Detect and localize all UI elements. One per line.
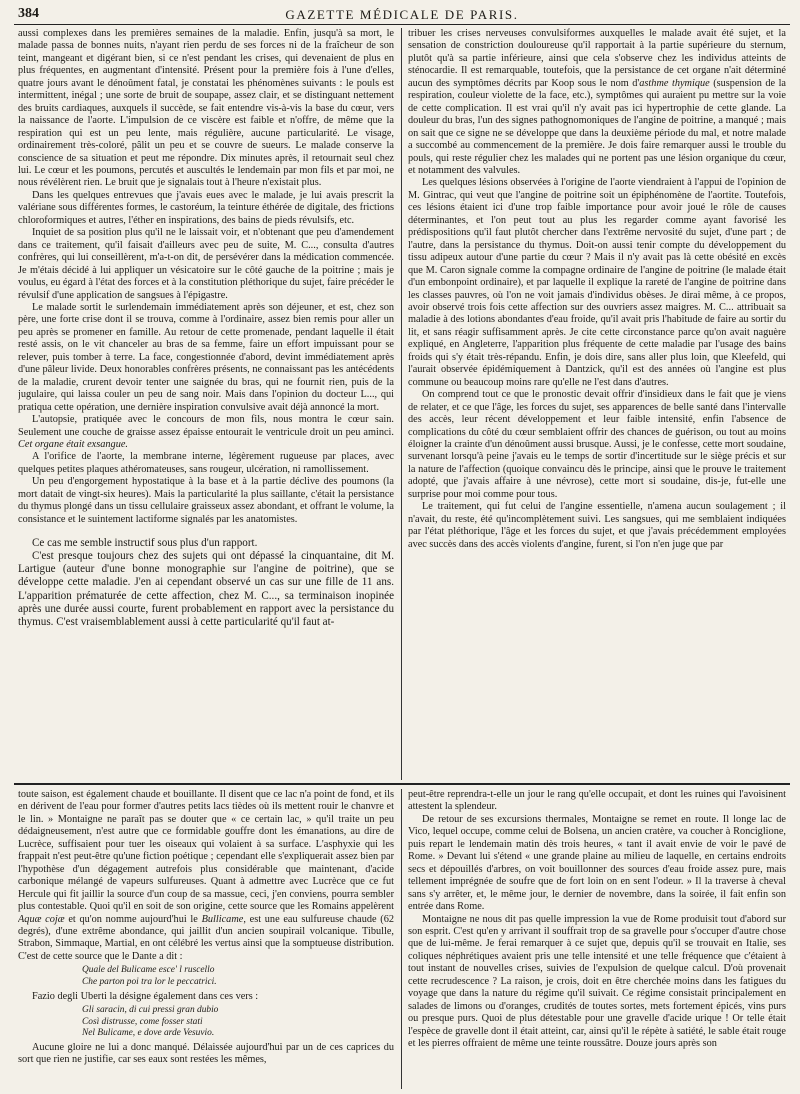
- page-number: 384: [18, 6, 39, 21]
- paragraph-text: , est une eau sulfureuse chaude (62 degrés), d'une extrême abondance, qui jaillit d'un ancien soupirail volcanique. Tibulle, Strabon, Simmaque, Martial, en ont célébré les vertus ainsi que la somptueuse distribution. C'est de cette source que le Dante a dit :: [18, 913, 394, 962]
- paragraph-text: (suspension de la respiration, couleur violette de la face, etc.), symptômes qui auraient pu mettre sur la voie de cette complication. Il est vrai qu'il n'y avait pas ici hypertrophie de cette glande. La douleur du bras, l'un des signes pathognomoniques de l'angine de poitrine, a manqué ; mais on sait que ce signe ne se développe que dans la deuxième période du mal, et notre malade a succombé au commencement de la première. Je dois faire remarquer aussi le trouble du pouls, qui reste régulier chez les malades qui ne portent pas une lésion organique du cœur, et notamment des valvules.: [408, 77, 786, 176]
- verse-line: Nel Bulicame, e dove arde Vesuvio.: [82, 1028, 215, 1039]
- paragraph: [18, 414, 394, 451]
- verse-line: Gli saracin, di cui pressi gran dubio: [82, 1004, 219, 1015]
- paragraph: Ce cas me semble instructif sous plus d'un rapport.: [32, 537, 258, 550]
- paragraph: [408, 28, 786, 177]
- paragraph: Fazio degli Uberti la désigne également dans ces vers :: [32, 990, 259, 1002]
- paragraph: A l'orifice de l'aorte, la membrane interne, légèrement rugueuse par places, avec quelques petites plaques athéromateuses, sans rougeur, ulcération, ni ramollissement.: [18, 451, 394, 475]
- journal-title: GAZETTE MÉDICALE DE PARIS.: [285, 7, 519, 22]
- uberti-quote: [82, 1005, 394, 1040]
- upper-left-column: [18, 28, 394, 780]
- verse-line: Che parton poi tra lor le peccatrici.: [82, 976, 217, 987]
- section-divider: [14, 783, 790, 785]
- verse-line: Quale del Bulicame esce' l ruscello: [82, 965, 215, 976]
- lower-left-column: [18, 789, 394, 1089]
- paragraph: De retour de ses excursions thermales, Montaigne se remet en route. Il longe lac de Vico, lequel occupe, comme celui de Bolsena, un ancien cratère, va coucher à Ronciglione, puis repart le lendemain matin dès trois heures, « tant il avait envie de voir le pavé de Rome. » Devant lui s'étend « une grande plaine au milieu de laquelle, en certains endroits secs et dépouillés d'arbres, on voit bouillonner des sources d'eau froide assez pure, mais tellement imprégnée de soufre que de fort loin on en sent l'odeur. » Il la traverse à cheval sans s'y arrêter, et, le même jour, le dernier de novembre, dans la soirée, il fait enfin son entrée dans Rome.: [408, 813, 786, 913]
- paragraph: Les quelques lésions observées à l'origine de l'aorte viendraient à l'appui de l'opinion de M. Gintrac, qui veut que l'angine de poitrine soit un épiphénomène de l'aortite. Toutefois, ces lésions étaient ici d'une trop faible importance pour avoir joué le rôle de causes déterminantes, et l'on peut tout au plus les regarder comme ayant favorisé les prédispositions qu'il faut plutôt chercher dans l'extrême nervosité du sujet, d'une part ; de l'autre, dans la persistance du thymus. Doit-on aussi tenir compte du développement du tissu adipeux autour d'une partie du cœur ? Mais il n'y avait pas là cette obésité en excès que M. Caron signale comme la compagne ordinaire de l'angine de poitrine (le malade était d'un embonpoint ordinaire), et par laquelle il explique la rareté de l'angine de poitrine dans les classes pauvres, où l'on ne voit jamais d'individus obèses. Je dirai même, à ce propos, avoir observé trois fois cette affection sur des ouvriers assez maigres. M. C... attribuait sa maladie à des lotions abondantes d'eau froide, qu'il avait pris l'habitude de faire au sortir du lit, et sans réagir suffisamment après. Je cite cette circonstance parce qu'on avait naguère expliqué, en Angleterre, l'apparition plus fréquente de cette maladie par l'usage des bains froids qui s'y était très-répandu. Enfin, je dois dire, sans aller plus loin, que Kleefeld, qui l'aurait observée épidémiquement à Dantzick, qu'il est des années où l'angine est plus commune ou beaucoup moins rare qu'elle ne l'est dans d'autres.: [408, 177, 786, 388]
- column-divider: [401, 789, 402, 1089]
- page-header: [14, 6, 790, 25]
- paragraph: Dans les quelques entrevues que j'avais eues avec le malade, je lui avais prescrit la valériane sous différentes formes, le castoréum, la teinture éthérée de digitale, des frictions chloroformiques et autres, l'éther en inspirations, des bains de pieds révulsifs, etc.: [18, 189, 394, 226]
- paragraph-text: toute saison, est également chaude et bouillante. Il disent que ce lac n'a point de fond, et ils en dérivent de l'eau pour former d'autres petits lacs tièdes où ils mettent rouir le chanvre et le lin. » Montaigne ne paraît pas se douter que « ce certain lac, » qu'il traite un peu dédaigneusement, n'est autre que ce formidable gouffre dont les émanations, au dire de Lucrèce, suffisaient pour tuer les oiseaux qui volaient à sa surface. L'asphyxie qui les frappait n'est peut-être qu'une fiction poétique ; cependant elle s'expliquerait assez bien par l'hypothèse d'un dégagement autrefois plus considérable que maintenant, d'acide carbonique mélangé de vapeurs sulfureuses. Quant à admettre avec Lucrèce que ce fut Hercule qui fit jaillir la source d'un coup de sa massue, ceci, j'en conviens, pourra sembler plus contestable. Quoi qu'il en soit de son origine, cette source que les Romains appelèrent: [18, 789, 394, 913]
- verse-line: Così distrusse, come fosser stati: [82, 1016, 203, 1027]
- paragraph: Le traitement, qui fut celui de l'angine essentielle, n'amena aucun soulagement ; il n'avait, du reste, été qu'incomplètement suivi. Les sangsues, qui me semblaient indiquées par l'état pléthorique, l'âge et les forces du sujet, et que j'avais précédemment employées avec succès dans des accès violents d'angine, furent, si l'on n'en juge que par: [408, 501, 786, 550]
- italic-text: asthme thymique: [639, 77, 710, 89]
- paragraph: On comprend tout ce que le pronostic devait offrir d'insidieux dans le fait que je viens de relater, et ce que l'âge, les forces du sujet, ses apparences de belle santé dans l'intervalle des accès, leur récent développement et leur faible intensité, enfin l'absence de complications du côté du cœur semblaient offrir des chances de guérison, ou tout au moins éloigner la crainte d'un dénoûment aussi brusque. Aussi, je le confesse, cette mort soudaine, survenant lorsqu'à peine j'avais eu le temps de sortir d'incertitude sur le siège précis et sur la nature de l'affection (quoique convaincu dès le principe, ainsi que le prouve le traitement adopté, que j'avais affaire à une névrose), cette mort si soudaine, dis-je, fut-elle une surprise pour moi comme pour tous.: [408, 389, 786, 500]
- paragraph: Aucune gloire ne lui a donc manqué. Délaissée aujourd'hui par un de ces caprices du sort que rien ne justifie, car ses eaux sont restées les mêmes,: [18, 1041, 394, 1066]
- dante-quote: [82, 965, 394, 988]
- paragraph: [18, 789, 394, 963]
- paragraph: Le malade sortit le surlendemain immédiatement après son déjeuner, et est, chez son père, une forte crise dont il se trouva, comme à l'ordinaire, assez bien remis pour aller un peu après se promener en famille. Au retour de cette promenade, pendant laquelle il était resté assis, on le vit chanceler au bras de sa femme, faire un effort impuissant pour se relever, puis tomber à terre. La face, congestionnée d'abord, devint immédiatement après d'une pâleur livide. Deux honorables confrères présents, ne connaissant pas les antécédents de la maladie, crurent devoir tenter une saignée du bras, qui ne fournit rien, puis de la jugulaire, qui laissa couler un peu de sang noir. Mais dans l'opinion du docteur L..., qui pratiqua cette opération, une dernière inspiration convulsive avait déjà annoncé la mort.: [18, 301, 394, 413]
- paragraph-text: et qu'on nomme aujourd'hui le: [68, 913, 198, 925]
- paragraph: Inquiet de sa position plus qu'il ne le laissait voir, et n'obtenant que peu d'amendement dans ce traitement, qu'il faisait d'ailleurs avec peu de suite, M. C..., consulta d'autres confrères, qui lui conseillèrent, m'a-t-on dit, de persévérer dans la médication commencée. Je m'étais décidé à lui appliquer un vésicatoire sur le côté gauche de la poitrine ; mais je voulus, eu égard à l'état des forces et à la constitution pléthorique du sujet, faire précéder le révulsif d'une application de sangsues à l'épigastre.: [18, 227, 394, 301]
- upper-right-column: [408, 28, 786, 780]
- paragraph: C'est presque toujours chez des sujets qui ont dépassé la cinquantaine, dit M. Lartigue (auteur d'une bonne monographie sur l'angine de poitrine), que se développe cette maladie. J'en ai cependant observé un cas sur une fille de 11 ans. L'apparition prématurée de cette affection, chez M. C..., sa terminaison inopinée après une durée aussi courte, furent probablement en rapport avec la persistance du thymus. C'est vraisemblablement aussi à cette particularité qu'il faut at-: [18, 550, 394, 628]
- italic-text: Bullicame: [201, 913, 244, 925]
- paragraph: Un peu d'engorgement hypostatique à la base et à la partie déclive des poumons (la mort datait de vingt-six heures). Mais la particularité la plus saillante, c'était la persistance du thymus plongé dans un tissu cellulaire graisseux assez abondant, et offrant le volume, la consistance et le suintement lactiforme signalés par les anatomistes.: [18, 476, 394, 525]
- paragraph: Montaigne ne nous dit pas quelle impression la vue de Rome produisit tout d'abord sur son esprit. C'est qu'en y arrivant il souffrait trop de sa gravelle pour s'occuper d'autre chose que de lui-même. Je ferai remarquer à ce sujet que, depuis qu'il se trouvait en Italie, ses coliques néphrétiques avaient pris une telle intensité et une telle fréquence que c'étaient à tout instant de nouvelles crises, suivies de l'expulsion de quelque calcul. D'où provenait cette recrudescence ? La raison, je crois, doit en être cherchée moins dans les fatigues du voyage que dans la nature du régime qu'il suivait. Ce régime consistait principalement en salades de limons ou d'oranges, crudités de toutes sortes, mets fortement épicés, vins purs ou presque purs. Quoi de plus détestable pour une gravelle d'acide urique ! Or telle était l'espèce de gravelle dont il était atteint, car, ainsi qu'il le répète à satiété, le sable était rouge et les pierres offraient de même une teinte roussâtre. Douze jours après son: [408, 913, 786, 1050]
- paragraph-text: tribuer les crises nerveuses convulsiformes auxquelles le malade avait été sujet, et la sensation de constriction douloureuse qu'il rapportait à la partie supérieure du sternum, plutôt qu'à sa partie inférieure, ainsi que cela s'observe chez les individus atteints de sténocardie. Il est remarquable, toutefois, que la persistance de cet organe n'ait déterminé aucun des symptômes décrits par Koop sous le nom d': [408, 28, 786, 89]
- lower-right-column: [408, 789, 786, 1089]
- newspaper-page: [14, 0, 790, 1094]
- paragraph-text: L'autopsie, pratiquée avec le concours de mon fils, nous montra le cœur sain. Seulement une couche de graisse assez épaisse entourait le ventricule droit un peu aminci.: [18, 414, 394, 438]
- column-divider: [401, 28, 402, 780]
- paragraph: aussi complexes dans les premières semaines de la maladie. Enfin, jusqu'à sa mort, le malade passa de bonnes nuits, n'ayant rien perdu de ses forces ni de la fraîcheur de son teint, mangeant et digérant bien, si ce n'est pendant les crises, qui devenaient de plus en plus fréquentes, en augmentant d'intensité. Présent pour la première fois à l'une d'elles, quatre jours avant le dénoûment fatal, je constatai les phénomènes suivants : le pouls est intermittent, inégal ; une sorte de bruit de soupape, assez clair, et se distinguant nettement des bruits cardiaques, auxquels il succède, se fait entendre vis-à-vis la base du cœur, vers la naissance de l'aorte. L'impulsion de ce viscère est faible et n'offre, de même que la respiration qui est un peu lente, mais régulière, aucune particularité. Le visage, ordinairement très-coloré, pâlit un peu et se couvre de sueurs. Le malade conserve la conscience de sa situation et peut me répondre. Dix minutes après, il retournait seul chez lui. Le cœur et les poumons, percutés et auscultés le lendemain par mon fils et par moi, ne nous révélèrent rien. Le bruit que je signalais tout à l'heure n'existait plus.: [18, 28, 394, 189]
- paragraph: peut-être reprendra-t-elle un jour le rang qu'elle occupait, et dont les ruines qui l'avoisinent attestent la splendeur.: [408, 789, 786, 813]
- italic-text: Aquæ cojæ: [18, 913, 65, 925]
- italic-text: Cet organe était exsangue.: [18, 438, 128, 450]
